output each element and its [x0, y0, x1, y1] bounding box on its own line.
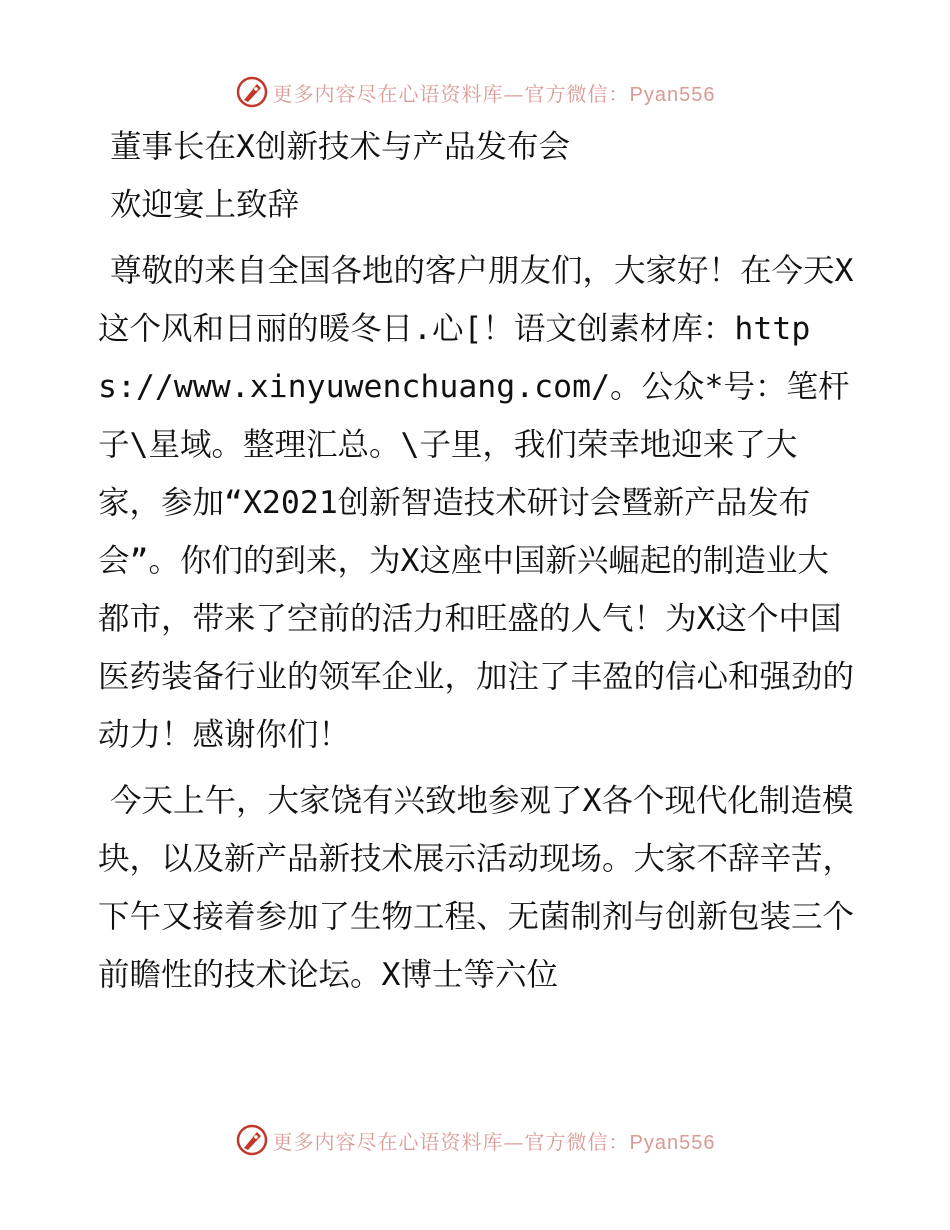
- title-line-2: 欢迎宴上致辞: [110, 187, 300, 223]
- watermark-banner-bottom: [0, 1120, 950, 1160]
- watermark-banner-top: [0, 72, 950, 112]
- paragraph-1: 尊敬的来自全国各地的客户朋友们，大家好！在今天X这个风和日丽的暖冬日.心[！语文创素材库：https://www.xinyuwenchuang.com/。公众*号：笔杆子\星域。整理汇总。\子里，我们荣幸地迎来了大家，参加“X2021创新智造技术研讨会暨新产品发布会”。你们的到来，为X这座中国新兴崛起的制造业大都市，带来了空前的活力和旺盛的人气！为X这个中国医药装备行业的领军企业，加注了丰盈的信心和强劲的动力！感谢你们！: [98, 253, 855, 753]
- wechat-id: Pyan556: [629, 1131, 716, 1154]
- document-title: [98, 118, 858, 234]
- document-body: [98, 118, 858, 1012]
- watermark-text: 更多内容尽在心语资料库—官方微信：Pyan556: [272, 81, 716, 106]
- pen-nib-logo-icon: [235, 75, 269, 109]
- watermark-text: 更多内容尽在心语资料库—官方微信：Pyan556: [272, 1129, 716, 1154]
- paragraph-2: 今天上午，大家饶有兴致地参观了X各个现代化制造模块，以及新产品新技术展示活动现场。大家不辞辛苦，下午又接着参加了生物工程、无菌制剂与创新包装三个前瞻性的技术论坛。X博士等六位: [98, 783, 855, 993]
- pen-nib-logo-icon: [235, 1123, 269, 1157]
- wechat-id: Pyan556: [629, 83, 716, 106]
- title-line-1: 董事长在X创新技术与产品发布会: [110, 129, 570, 165]
